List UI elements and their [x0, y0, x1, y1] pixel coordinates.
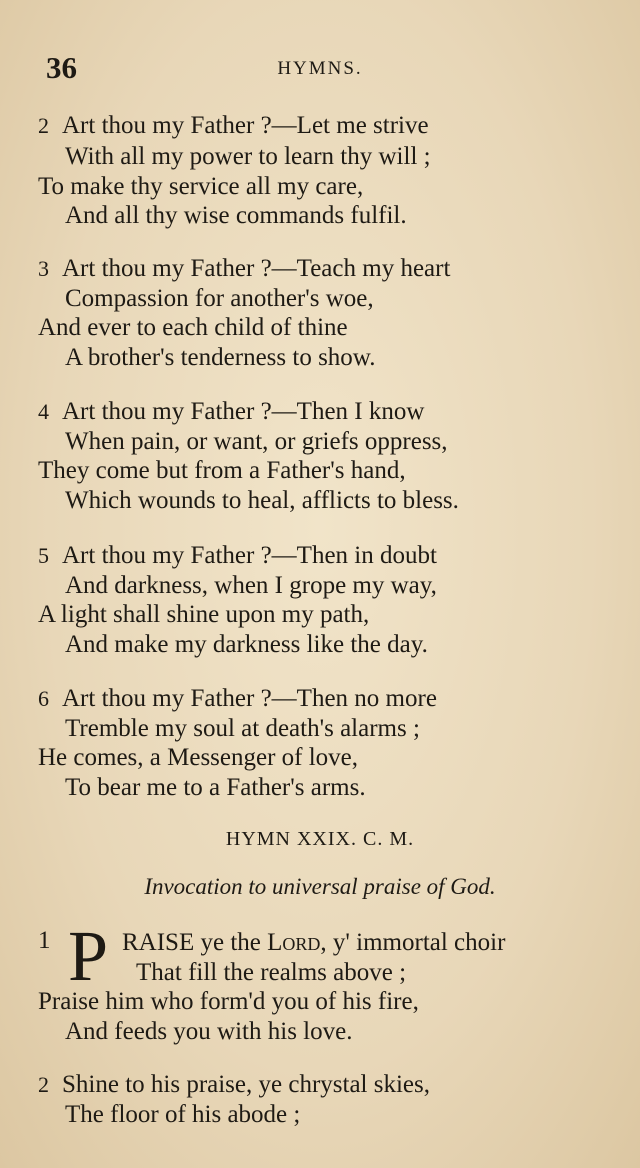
- verse-line: When pain, or want, or griefs oppress,: [65, 428, 448, 455]
- verse-line: A brother's tenderness to show.: [65, 344, 376, 371]
- verse-line: 2 Shine to his praise, ye chrystal skies,: [38, 1071, 430, 1098]
- verse-line: And all thy wise commands fulfil.: [65, 202, 407, 229]
- stanza-number: 3: [38, 256, 49, 281]
- verse-line: Compassion for another's woe,: [65, 285, 374, 312]
- verse-line: Which wounds to heal, afflicts to bless.: [65, 487, 459, 514]
- verse-line: With all my power to learn thy will ;: [65, 143, 431, 170]
- verse-line: 2 Art thou my Father ?—Let me strive: [38, 112, 429, 139]
- drop-cap: P: [68, 916, 109, 996]
- verse-line: To make thy service all my care,: [38, 173, 364, 200]
- verse-line: Tremble my soul at death's alarms ;: [65, 715, 420, 742]
- verse-line: He comes, a Messenger of love,: [38, 744, 359, 771]
- page-number: 36: [46, 50, 77, 85]
- verse-line: To bear me to a Father's arms.: [65, 774, 366, 801]
- verse-line: And ever to each child of thine: [38, 314, 348, 341]
- stanza-number: 2: [38, 113, 49, 138]
- stanza-number: 6: [38, 686, 49, 711]
- hymn-title: HYMN XXIX. C. M.: [225, 828, 415, 850]
- hymn-subtitle: Invocation to universal praise of God.: [144, 874, 496, 899]
- stanza-number: 2: [38, 1072, 49, 1097]
- stanza-number: 4: [38, 399, 49, 424]
- page-header: [0, 50, 640, 90]
- stanza-number: 5: [38, 543, 49, 568]
- verse-line: And darkness, when I grope my way,: [65, 572, 437, 599]
- verse-line: And make my darkness like the day.: [65, 631, 428, 658]
- verse-line: A light shall shine upon my path,: [38, 601, 370, 628]
- stanza-number: 1: [38, 927, 51, 954]
- verse-line: 4 Art thou my Father ?—Then I know: [38, 398, 425, 425]
- verse-line: 6 Art thou my Father ?—Then no more: [38, 685, 437, 712]
- verse-line: Praise him who form'd you of his fire,: [38, 988, 419, 1015]
- verse-line: That fill the realms above ;: [136, 959, 407, 986]
- verse-line: 5 Art thou my Father ?—Then in doubt: [38, 542, 437, 569]
- verse-line: They come but from a Father's hand,: [38, 457, 406, 484]
- running-title: HYMNS.: [277, 58, 363, 79]
- verse-line: 3 Art thou my Father ?—Teach my heart: [38, 255, 451, 282]
- verse-line: RAISE ye the Lord, y' immortal choir: [122, 929, 506, 956]
- verse-line: The floor of his abode ;: [65, 1101, 301, 1128]
- verse-line: And feeds you with his love.: [65, 1018, 353, 1045]
